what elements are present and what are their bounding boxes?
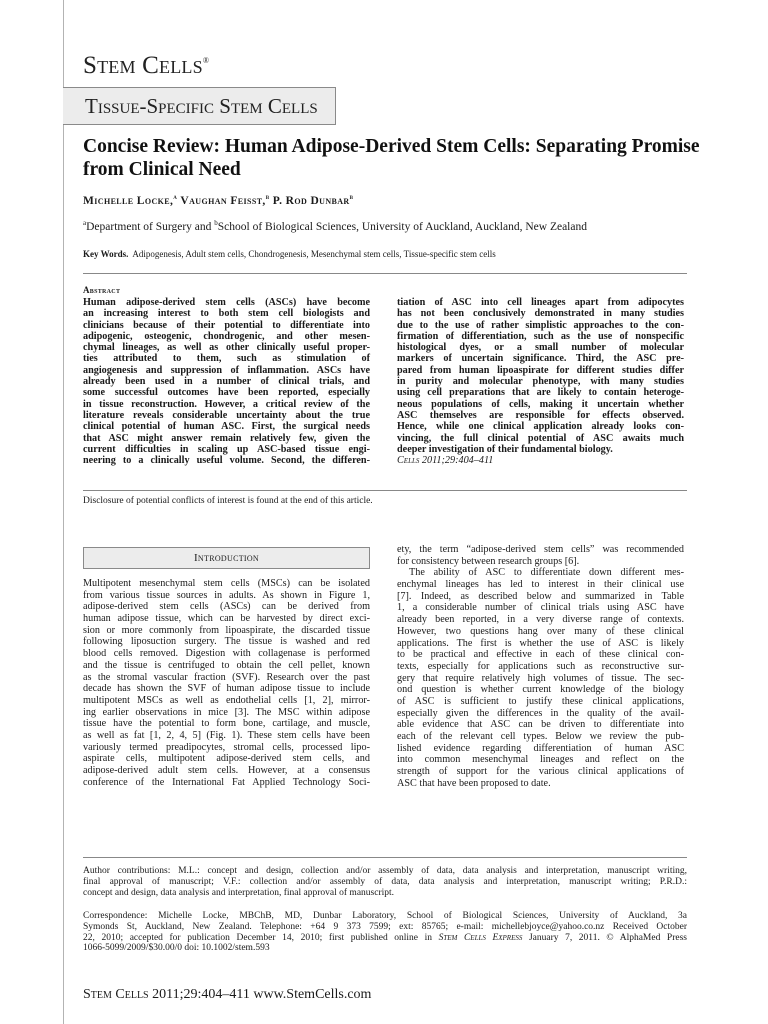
text-line: aspirate cells, multipotent adipose-derived stem cells, and — [83, 753, 370, 765]
text-line: Hence, while one clinical application already looks con- — [397, 421, 684, 433]
text-line: due to the use of rather simplistic approaches to the con- — [397, 319, 684, 331]
text-line: into common mesenchymal lineages and reflect on the — [397, 754, 684, 766]
text-line: an increasing interest to both stem cell biologists and — [83, 308, 370, 320]
text-line: ties attributed to them, such as stimulation of — [83, 353, 370, 365]
text-line: ASC themselves are responsible for effects observed. — [397, 409, 684, 421]
text-line: adipose-derived adult stem cells. However, at a consensus — [83, 765, 370, 776]
text-line: histological dyes, or a small number of molecular — [397, 342, 684, 354]
abstract-citation-cont: Cells 2011;29:404–411 — [397, 455, 494, 467]
text-line: of ASC is sufficient to justify these clinical applications, — [397, 695, 684, 707]
text-line: has not been conclusively demonstrated in many studies — [397, 308, 684, 320]
text-line: multipotent MSCs as well as endothelial cells [1, 2], mirror- — [83, 694, 370, 706]
left-margin-rule — [63, 0, 64, 1024]
text-line: Multipotent mesenchymal stem cells (MSCs) can be isolated — [83, 578, 370, 589]
text-line: enchymal lineages has led to interest in their clinical use — [397, 579, 684, 591]
text-line: each of the relevant cell types. Below we review the pub- — [397, 731, 684, 742]
introduction-heading: Introduction — [193, 552, 260, 564]
text-line: [7]. Indeed, as described below and summarized in Table — [397, 590, 684, 602]
introduction-right-column — [397, 544, 684, 789]
text-line: able evidence that ASC can be driven to differentiate into — [397, 719, 684, 731]
text-line: ety, the term “adipose-derived stem cells” was recommended — [397, 544, 684, 555]
text-line: gery that require relatively high volumes of tissue. The sec- — [397, 672, 684, 684]
text-line: following liposuction surgery. The tissue is washed and red — [83, 636, 370, 648]
text-line: already been reported, in a very diverse range of contexts. — [397, 614, 684, 626]
text-line: especially given the differences in the quality of the avail- — [397, 707, 684, 719]
abstract-left-column — [83, 297, 370, 466]
header-divider — [83, 273, 687, 274]
text-line: as well as fat [1, 2, 4, 5] (Fig. 1). These stem cells have been — [83, 729, 370, 741]
text-line: The ability of ASC to differentiate down different mes- — [409, 567, 684, 579]
text-line: some successful outcomes have been reported, especially — [83, 387, 370, 399]
text-line: pared from human lipoaspirate for different studies differ — [397, 364, 684, 376]
text-line: clinical potential of human ASC. First, the surgical needs — [83, 421, 370, 433]
text-line: angiogenesis and suppression of inflammation. ASCs have — [83, 364, 370, 376]
section-label: Tissue-Specific Stem Cells — [85, 94, 318, 118]
correspondence-block: Correspondence: Michelle Locke, MBChB, MD, Dunbar Laboratory, School of Biological Sciences, University of Auckland, 3a Symonds St, Auckland, New Zealand. Telephone: +64 9 373 7599; ext: 85765; e-mail: michellebjoyce@yahoo.co.nz Received October 22, 2010; accepted for publication December 14, 2010; first published online in Stem Cells Express January 7, 2011. © AlphaMed Press 1066-5099/2009/$30.00/0 doi: 10.1002/stem.593 — [83, 911, 687, 954]
text-line: texts, especially for applications such as reconstructive sur- — [397, 660, 684, 672]
text-line: 1, a considerable number of clinical trials using ASC have — [397, 602, 684, 614]
text-line: blood cells removed. Digestion with collagenase is performed — [83, 648, 370, 660]
text-line: concept and design, data analysis and interpretation, final approval of manuscript. — [83, 887, 395, 898]
text-line: as the stromal vascular fraction (SVF). Research over the past — [83, 671, 370, 683]
text-line: ASC that have been proposed to date. — [397, 777, 551, 789]
author-contributions — [83, 866, 687, 898]
text-line: However, two questions hang over many of these clinical — [397, 625, 684, 637]
abstract-right-column — [397, 297, 684, 466]
text-line: for consistency between research groups [6]. — [397, 555, 580, 567]
text-line: markers of uncertain significance. Third, the ASC pre- — [397, 353, 684, 365]
text-line: final approval of manuscript; V.F.: collection and/or assembly of data, data analysis and interpretation, manuscript writing; P.R.D.: — [83, 876, 687, 887]
text-line: tiation of ASC into cell lineages apart from adipocytes — [397, 297, 684, 308]
text-line: already been used in a number of clinical trials, and — [83, 376, 370, 388]
text-line: chymal lineages, as well as other clinically useful proper- — [83, 342, 370, 354]
abstract-heading: Abstract — [83, 285, 121, 295]
text-line: and the tissue is centrifuged to obtain the cell pellet, known — [83, 659, 370, 671]
text-line: neering to a clinically useful volume. Second, the differen- — [83, 455, 370, 467]
text-line: firmation of differentiation, such as the use of nonspecific — [397, 330, 684, 342]
section-label-band — [63, 87, 336, 125]
text-line: neous populations of cells, making it uncertain whether — [397, 398, 684, 410]
article-title: Concise Review: Human Adipose-Derived Stem Cells: Separating Promise from Clinical Need — [83, 136, 700, 180]
disclosure-note: Disclosure of potential conflicts of interest is found at the end of this article. — [83, 496, 373, 506]
text-line: to be practical and effective in each of these clinical con- — [397, 649, 684, 661]
text-line: Author contributions: M.L.: concept and design, collection and/or assembly of data, data analysis and interpretation, manuscript writing, — [83, 866, 687, 876]
text-line: deeper investigation of their fundamental biology. — [397, 443, 613, 455]
text-line: strength of support for the various clinical applications of — [397, 766, 684, 778]
text-line: in purity and molecular phenotype, with many studies — [397, 376, 684, 388]
footer-citation: Stem Cells 2011;29:404–411 www.StemCells.com — [83, 987, 372, 1002]
abstract-divider — [83, 490, 687, 491]
text-line: applications. The first is whether the use of ASC is likely — [397, 637, 684, 649]
text-line: conference of the International Fat Applied Technology Soci- — [83, 776, 370, 788]
text-line: Human adipose-derived stem cells (ASCs) have become — [83, 297, 370, 308]
text-line: decade has shown the SVF of human adipose tissue to include — [83, 683, 370, 695]
text-line: ond question is whether current knowledge of the biology — [397, 684, 684, 696]
key-words: Key Words. Adipogenesis, Adult stem cells, Chondrogenesis, Mesenchymal stem cells, Tissue-specific stem cells — [83, 249, 496, 259]
text-line: in tissue reconstruction. However, a critical review of the — [83, 398, 370, 410]
text-line: human adipose tissue, which can be harvested by direct exci- — [83, 613, 370, 625]
text-line: using cell preparations that are likely to contain heteroge- — [397, 387, 684, 399]
text-line: clinicians because of their potential to differentiate into — [83, 319, 370, 331]
introduction-heading-box — [83, 547, 370, 569]
text-line: tissue have the potential to form bone, cartilage, and muscle, — [83, 718, 370, 730]
text-line: literature reveals considerable uncertainty about the true — [83, 409, 370, 421]
author-list: Michelle Locke,$^a$ Vaughan Feisst,$^b$ P. Rod Dunbar$^b$ — [83, 193, 354, 207]
affiliations: $^a$Department of Surgery and $^b$School of Biological Sciences, University of Auckland, Auckland, New Zealand — [83, 219, 587, 233]
text-line: adipogenic, osteogenic, chondrogenic, and other mesen- — [83, 330, 370, 342]
text-line: adipose-derived stem cells (ASCs) can be derived from — [83, 601, 370, 613]
introduction-left-column — [83, 578, 370, 788]
text-line: sion or more commonly from lipoaspirate, the discarded tissue — [83, 624, 370, 636]
text-line: from various tissue sources in adults. As shown in Figure 1, — [83, 589, 370, 601]
text-line: variously termed preadipocytes, stromal cells, processed lipo- — [83, 741, 370, 753]
text-line: vincing, the full clinical potential of ASC awaits much — [397, 432, 684, 444]
text-line: that ASC might answer remain relatively few, given the — [83, 432, 370, 444]
text-line: lished evidence regarding differentiation of human ASC — [397, 742, 684, 754]
text-line: current difficulties in scaling up ASC-based tissue engi- — [83, 443, 370, 455]
text-line: ing earlier observations in mice [3]. The MSC within adipose — [83, 706, 370, 718]
footnote-divider — [83, 857, 687, 858]
journal-logo: Stem Cells® — [83, 52, 210, 79]
